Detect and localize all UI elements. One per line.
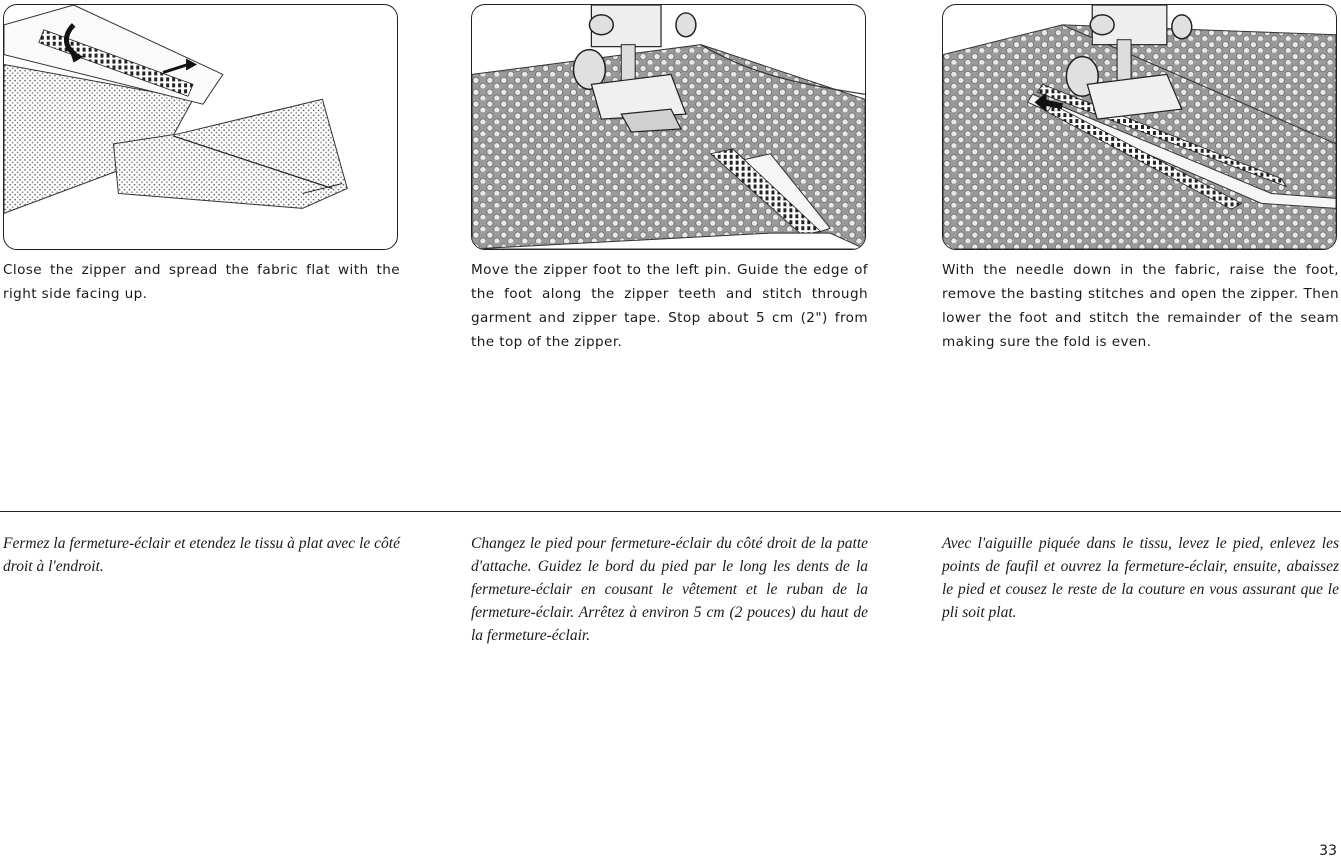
- english-instruction: With the needle down in the fabric, raise the foot, remove the basting stitches and open the zipper. Then lower the foot and stitch the remainder of the seam making sure the fold is even.: [942, 262, 1339, 350]
- zipper-closed-illustration: [3, 4, 398, 250]
- french-instruction: Avec l'aiguille piquée dans le tissu, levez le pied, enlevez les points de faufil et ouvrez la fermeture-éclair, ensuite, abaissez le pied et cousez le reste de la couture en vous assurant que le pli soit plat.: [942, 535, 1339, 621]
- seam-remainder-illustration: [942, 4, 1337, 250]
- zipper-foot-stitching-illustration: [471, 4, 866, 250]
- instruction-column-2: [471, 0, 868, 354]
- instruction-column-3: [942, 0, 1339, 354]
- section-divider: [0, 511, 1341, 512]
- page-number: 33: [1319, 843, 1337, 859]
- instruction-column-1: [3, 0, 400, 306]
- english-instruction: Close the zipper and spread the fabric flat with the right side facing up.: [3, 262, 400, 302]
- french-instruction: Fermez la fermeture-éclair et etendez le tissu à plat avec le côté droit à l'endroit.: [3, 535, 400, 575]
- french-instruction: Changez le pied pour fermeture-éclair du côté droit de la patte d'attache. Guidez le bord du pied par le long les dents de la fermeture-éclair en cousant le vêtement et le ruban de la fermeture-éclair. Arrêtez à environ 5 cm (2 pouces) du haut de la fermeture-éclair.: [471, 535, 868, 644]
- english-instruction: Move the zipper foot to the left pin. Guide the edge of the foot along the zipper teeth and stitch through garment and zipper tape. Stop about 5 cm (2") from the top of the zipper.: [471, 262, 868, 350]
